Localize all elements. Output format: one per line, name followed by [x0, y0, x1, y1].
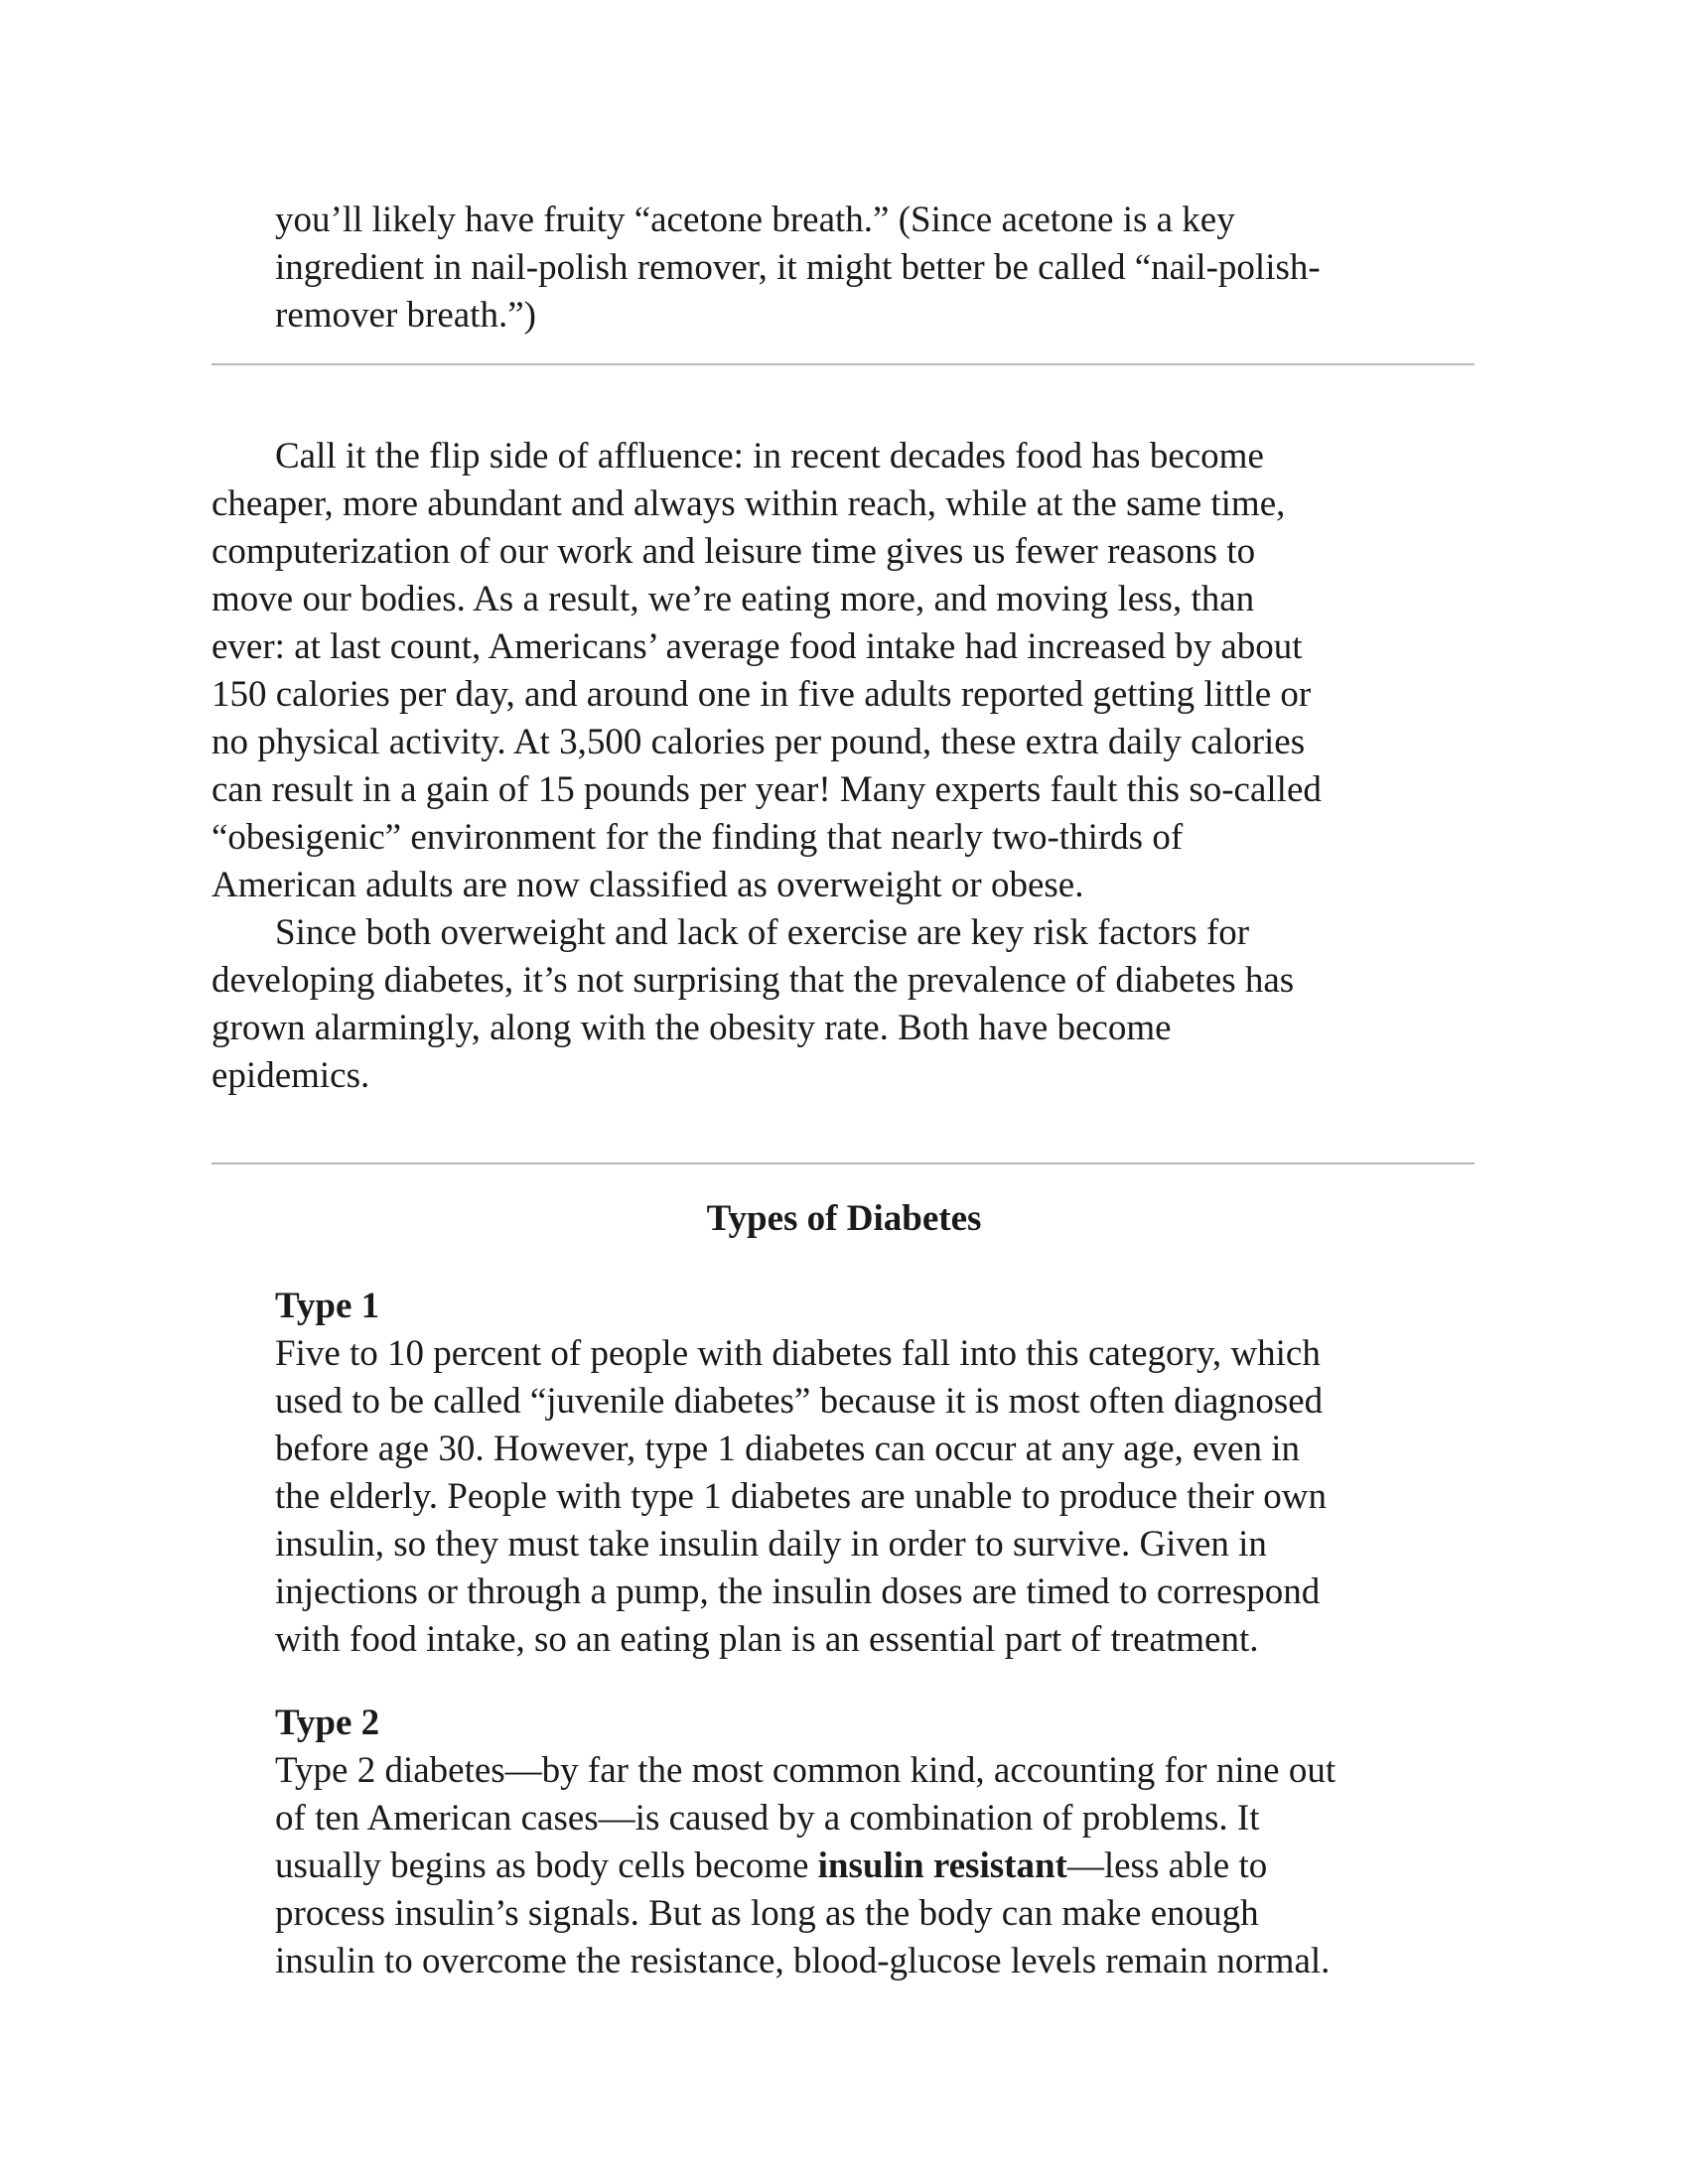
sidebar-continuation-text	[275, 197, 1321, 340]
text-line: can result in a gain of 15 pounds per year! Many experts fault this so-called	[211, 769, 1322, 810]
text-line: Since both overweight and lack of exercise are key risk factors for	[275, 912, 1250, 953]
text-line: computerization of our work and leisure time gives us fewer reasons to	[211, 531, 1256, 572]
text-line: you’ll likely have fruity “acetone breath.” (Since acetone is a key	[275, 200, 1235, 240]
text-line: ingredient in nail-polish remover, it might better be called “nail-polish-	[275, 247, 1321, 288]
body-paragraph-2	[211, 909, 1294, 1100]
divider-rule	[211, 363, 1475, 365]
divider-rule	[211, 1162, 1475, 1164]
type2-heading: Type 2	[275, 1703, 380, 1743]
text-run: —less able to	[1066, 1845, 1268, 1886]
type1-paragraph	[275, 1330, 1327, 1664]
text-line: epidemics.	[211, 1055, 370, 1096]
text-line: developing diabetes, it’s not surprising that the prevalence of diabetes has	[211, 960, 1295, 1001]
text-line: insulin, so they must take insulin daily in order to survive. Given in	[275, 1524, 1267, 1565]
term-insulin-resistant: insulin resistant	[817, 1845, 1067, 1886]
text-line: Call it the flip side of affluence: in recent decades food has become	[275, 436, 1264, 477]
text-line: no physical activity. At 3,500 calories per pound, these extra daily calories	[211, 722, 1306, 762]
text-line: American adults are now classified as overweight or obese.	[211, 865, 1084, 905]
text-line: before age 30. However, type 1 diabetes can occur at any age, even in	[275, 1429, 1300, 1469]
text-line: insulin to overcome the resistance, blood-glucose levels remain normal.	[275, 1941, 1331, 1981]
text-line: injections or through a pump, the insulin doses are timed to correspond	[275, 1571, 1321, 1612]
text-run: usually begins as body cells become	[275, 1845, 818, 1886]
text-line: remover breath.”)	[275, 295, 536, 336]
text-line	[275, 1843, 1336, 1890]
text-line: “obesigenic” environment for the finding that nearly two-thirds of	[211, 817, 1184, 858]
text-line: process insulin’s signals. But as long as the body can make enough	[275, 1893, 1259, 1934]
text-line: move our bodies. As a result, we’re eating more, and moving less, than	[211, 579, 1255, 619]
body-paragraph-1	[211, 433, 1322, 909]
section-title: Types of Diabetes	[706, 1198, 982, 1239]
text-line: ever: at last count, Americans’ average food intake had increased by about	[211, 626, 1303, 667]
text-line: cheaper, more abundant and always within reach, while at the same time,	[211, 483, 1286, 524]
text-line: Five to 10 percent of people with diabetes fall into this category, which	[275, 1333, 1321, 1374]
text-line: Type 2 diabetes—by far the most common kind, accounting for nine out	[275, 1750, 1336, 1791]
text-line: 150 calories per day, and around one in five adults reported getting little or	[211, 674, 1312, 715]
text-line: grown alarmingly, along with the obesity rate. Both have become	[211, 1008, 1172, 1048]
text-line: the elderly. People with type 1 diabetes are unable to produce their own	[275, 1476, 1327, 1517]
type2-paragraph	[275, 1747, 1336, 1985]
type1-heading: Type 1	[275, 1286, 380, 1326]
text-line: of ten American cases—is caused by a combination of problems. It	[275, 1798, 1260, 1839]
text-line: used to be called “juvenile diabetes” because it is most often diagnosed	[275, 1381, 1324, 1422]
text-line: with food intake, so an eating plan is an essential part of treatment.	[275, 1619, 1259, 1660]
